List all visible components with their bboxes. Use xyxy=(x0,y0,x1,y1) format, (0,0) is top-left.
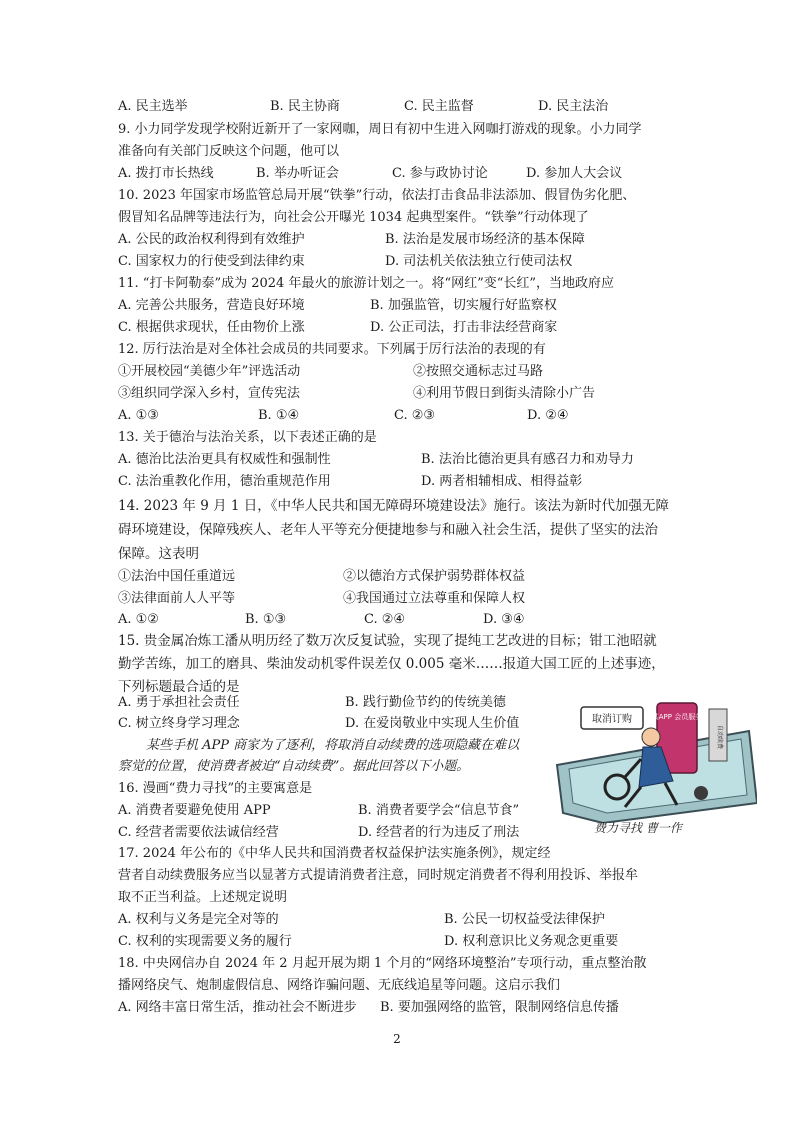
q12-item-4: ④利用节假日到街头清除小广告 xyxy=(413,386,596,401)
q16-option-b: B. 消费者要学会“信息节食” xyxy=(358,803,520,818)
q14-item-2: ②以德治方式保护弱势群体权益 xyxy=(343,569,526,584)
app-membership-box-label: 某APP 会员服务 xyxy=(651,713,703,721)
q10-option-a: A. 公民的政治权利得到有效维护 xyxy=(118,232,305,247)
cartoon-illustration xyxy=(553,695,757,823)
q12-option-b: B. ①④ xyxy=(258,408,300,423)
q16-stem: 16. 漫画“费力寻找”的主要寓意是 xyxy=(118,781,313,796)
q13-stem: 13. 关于德治与法治关系，以下表述正确的是 xyxy=(118,430,377,445)
q14-stem-line-2: 碍环境建设，保障残疾人、老年人平等充分便捷地参与和融入社会生活，提供了坚实的法治 xyxy=(118,522,658,538)
q13-option-c: C. 法治重教化作用，德治重规范作用 xyxy=(118,474,331,489)
q15-option-a: A. 勇于承担社会责任 xyxy=(118,695,240,710)
q11-option-c: C. 根据供求现状，任由物价上涨 xyxy=(118,320,305,335)
q17-option-a: A. 权利与义务是完全对等的 xyxy=(118,912,279,927)
q17-stem-line-3: 取不正当利益。上述规定说明 xyxy=(118,890,288,905)
q15-stem-line-2: 勤学苦练，加工的磨具、柴油发动机零件误差仅 0.005 毫米……报道大国工匠的上述事迹， xyxy=(118,656,665,672)
q8-option-d: D. 民主法治 xyxy=(538,99,609,114)
q10-option-b: B. 法治是发展市场经济的基本保障 xyxy=(385,232,585,247)
q15-option-b: B. 践行勤俭节约的传统美德 xyxy=(345,695,506,710)
q9-option-b: B. 举办听证会 xyxy=(256,166,339,181)
q16-option-d: D. 经营者的行为违反了刑法 xyxy=(358,825,520,840)
q14-option-a: A. ①② xyxy=(118,612,159,627)
q14-item-1: ①法治中国任重道远 xyxy=(118,569,236,584)
q11-option-a: A. 完善公共服务，营造良好环境 xyxy=(118,298,305,313)
q10-option-c: C. 国家权力的行使受到法律约束 xyxy=(118,254,305,269)
q9-stem-line-1: 9. 小力同学发现学校附近新开了一家网咖，周日有初中生进入网咖打游戏的现象。小力同学 xyxy=(118,122,642,137)
q10-stem-line-2: 假冒知名品牌等违法行为，向社会公开曝光 1034 起典型案件。“铁拳”行动体现了 xyxy=(118,210,589,225)
cancel-subscription-sign: 取消订购 xyxy=(592,714,632,725)
q12-option-d: D. ②④ xyxy=(527,408,569,423)
auto-renew-label: 自动续费 xyxy=(716,724,723,750)
page-number: 2 xyxy=(393,1032,401,1046)
material-line-2: 察觉的位置，使消费者被迫“自动续费”。据此回答以下小题。 xyxy=(118,759,470,774)
q13-option-a: A. 德治比法治更具有权威性和强制性 xyxy=(118,452,331,467)
q14-option-d: D. ③④ xyxy=(483,612,525,627)
q17-option-b: B. 公民一切权益受法律保护 xyxy=(444,912,605,927)
q14-option-c: C. ②④ xyxy=(364,612,406,627)
q10-stem-line-1: 10. 2023 年国家市场监管总局开展“铁拳”行动，依法打击食品非法添加、假冒伪劣化肥、 xyxy=(118,188,636,203)
q15-stem-line-3: 下列标题最合适的是 xyxy=(118,679,240,695)
q14-stem-line-3: 保障。这表明 xyxy=(118,546,199,562)
cartoon-caption: 费力寻找 曹一作 xyxy=(594,821,682,835)
q11-option-d: D. 公正司法，打击非法经营商家 xyxy=(370,320,558,335)
q14-option-b: B. ①③ xyxy=(245,612,287,627)
q11-option-b: B. 加强监管，切实履行好监察权 xyxy=(370,298,557,313)
q17-option-d: D. 权利意识比义务观念更重要 xyxy=(444,934,619,949)
q17-stem-line-2: 营者自动续费服务应当以显著方式提请消费者注意，同时规定消费者不得利用投诉、举报牟 xyxy=(118,868,639,883)
q18-option-a: A. 网络丰富日常生活，推动社会不断进步 xyxy=(118,1000,357,1015)
q14-item-4: ④我国通过立法尊重和保障人权 xyxy=(343,591,526,606)
q14-stem-line-1: 14. 2023 年 9 月 1 日，《中华人民共和国无障碍环境建设法》施行。该法为新时代加强无障 xyxy=(118,498,670,514)
q8-option-c: C. 民主监督 xyxy=(404,99,474,114)
q9-option-d: D. 参加人大会议 xyxy=(526,166,623,181)
q17-stem-line-1: 17. 2024 年公布的《中华人民共和国消费者权益保护法实施条例》，规定经 xyxy=(118,846,551,861)
q12-item-1: ①开展校园“美德少年”评选活动 xyxy=(118,364,301,379)
q17-option-c: C. 权利的实现需要义务的履行 xyxy=(118,934,292,949)
q18-option-b: B. 要加强网络的监管，限制网络信息传播 xyxy=(380,1000,619,1015)
q8-option-a: A. 民主选举 xyxy=(118,99,188,114)
q13-option-b: B. 法治比德治更具有感召力和劝导力 xyxy=(421,452,634,467)
q9-stem-line-2: 准备向有关部门反映这个问题，他可以 xyxy=(118,144,340,159)
q14-item-3: ③法律面前人人平等 xyxy=(118,591,236,606)
q9-option-a: A. 拨打市长热线 xyxy=(118,166,214,181)
q8-option-b: B. 民主协商 xyxy=(270,99,340,114)
q16-option-c: C. 经营者需要依法诚信经营 xyxy=(118,825,279,840)
q9-option-c: C. 参与政协讨论 xyxy=(392,166,488,181)
q15-option-d: D. 在爱岗敬业中实现人生价值 xyxy=(345,716,520,731)
q12-option-a: A. ①③ xyxy=(118,408,159,423)
q12-stem: 12. 厉行法治是对全体社会成员的共同要求。下列属于厉行法治的表现的有 xyxy=(118,342,546,357)
q18-stem-line-1: 18. 中央网信办自 2024 年 2 月起开展为期 1 个月的“网络环境整治”专项行动，重点整治散 xyxy=(118,956,647,971)
q18-stem-line-2: 播网络戾气、炮制虚假信息、网络诈骗问题、无底线追星等问题。这启示我们 xyxy=(118,978,561,993)
q12-item-2: ②按照交通标志过马路 xyxy=(413,364,544,379)
q11-stem: 11. “打卡阿勒泰”成为 2024 年最火的旅游计划之一。将“网红”变“长红”，当地政府应 xyxy=(118,276,615,291)
material-line-1: 某些手机 APP 商家为了逐利，将取消自动续费的选项隐藏在难以 xyxy=(146,738,520,753)
q15-option-c: C. 树立终身学习理念 xyxy=(118,716,240,731)
q10-option-d: D. 司法机关依法独立行使司法权 xyxy=(385,254,573,269)
q12-option-c: C. ②③ xyxy=(394,408,436,423)
q12-item-3: ③组织同学深入乡村，宣传宪法 xyxy=(118,386,301,401)
q16-option-a: A. 消费者要避免使用 APP xyxy=(118,803,271,818)
q13-option-d: D. 两者相辅相成、相得益彰 xyxy=(421,474,583,489)
q15-stem-line-1: 15. 贵金属冶炼工潘从明历经了数万次反复试验，实现了提纯工艺改进的目标；钳工池昭就 xyxy=(118,633,657,649)
